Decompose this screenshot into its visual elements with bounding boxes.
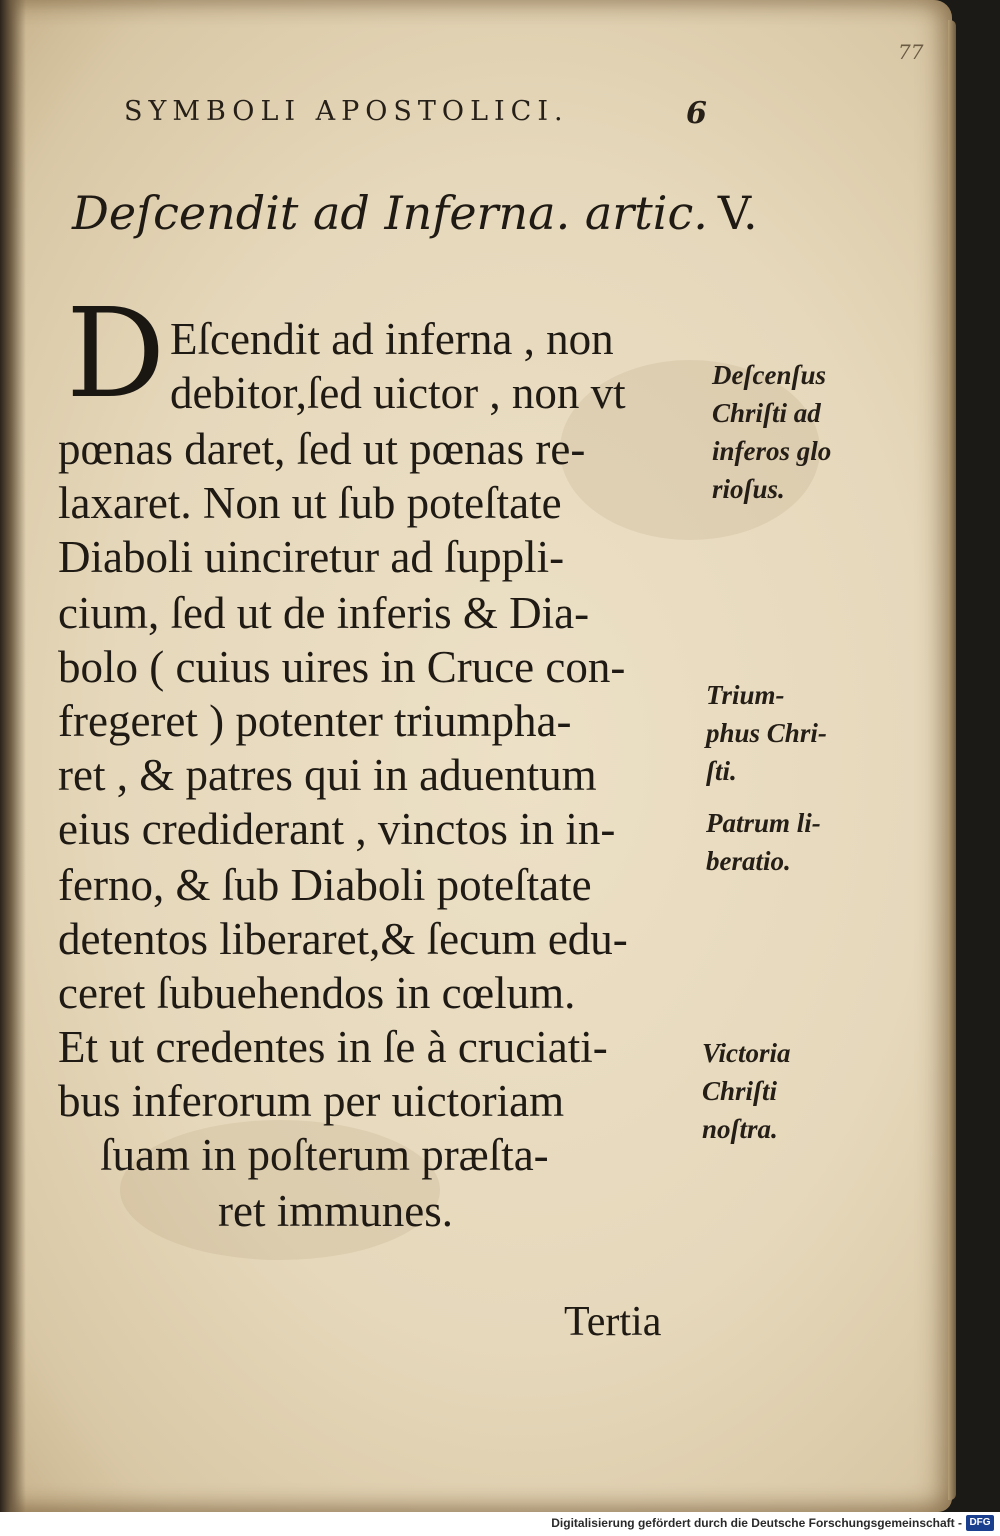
text-line: ſuam in poſterum præſta- [100, 1130, 549, 1180]
text-line: ceret ſubuehendos in cœlum. [58, 968, 576, 1018]
text-line: detentos liberaret,& ſecum edu- [58, 914, 628, 964]
text-line: ret , & patres qui in aduentum [58, 750, 597, 800]
heading-text: Deſcendit ad Inferna. artic. [72, 186, 708, 240]
marginal-note-line: Trium- [706, 680, 785, 710]
marginal-note-line: Chriſti ad [712, 398, 821, 428]
marginal-note-line: phus Chri- [706, 718, 827, 748]
drop-cap: D [66, 282, 166, 426]
marginal-note [712, 356, 831, 508]
text-line: debitor,ſed uictor , non vt [170, 368, 626, 418]
marginal-note-line: Patrum li- [706, 808, 821, 838]
digitization-credit: Digitalisierung gefördert durch die Deutsche Forschungsgemeinschaft - [551, 1516, 962, 1530]
text-line: ret immunes. [218, 1186, 453, 1236]
text-line: laxaret. Non ut ſub poteſtate [58, 478, 562, 528]
catchword: Tertia [564, 1299, 662, 1345]
text-line: cium, ſed ut de inferis & Dia- [58, 588, 590, 638]
corner-folio-mark: 77 [898, 40, 924, 64]
marginal-note-line: inferos glo [712, 436, 832, 466]
text-line: pœnas daret, ſed ut pœnas re- [58, 424, 586, 474]
marginal-note-line: beratio. [706, 846, 791, 876]
section-heading [72, 186, 758, 240]
text-line: bolo ( cuius uires in Cruce con- [58, 642, 626, 692]
text-line: Et ut credentes in ſe à cruciati- [58, 1022, 608, 1072]
marginal-note [706, 804, 821, 880]
page-number: 6 [686, 96, 707, 131]
marginal-note [706, 676, 827, 790]
marginal-note-line: ſti. [706, 756, 737, 786]
marginal-note-line: noſtra. [702, 1114, 778, 1144]
text-line: ferno, & ſub Diaboli poteſtate [58, 860, 592, 910]
heading-numeral: V. [717, 186, 758, 240]
marginal-note-line: rioſus. [712, 474, 785, 504]
marginal-note [702, 1034, 791, 1148]
page-edge [948, 20, 956, 1500]
text-line: fregeret ) potenter triumpha- [58, 696, 572, 746]
book-gutter [0, 0, 26, 1512]
text-line: eius crediderant , vinctos in in- [58, 804, 616, 854]
marginal-note-line: Deſcenſus [712, 360, 826, 390]
text-line: bus inferorum per uictoriam [58, 1076, 565, 1126]
marginal-note-line: Victoria [702, 1038, 791, 1068]
text-line: Diaboli uinciretur ad ſuppli- [58, 532, 565, 582]
text-line: Eſcendit ad inferna , non [170, 314, 614, 364]
running-head: SYMBOLI APOSTOLICI. [124, 96, 569, 127]
dfg-logo: DFG [966, 1515, 994, 1531]
marginal-note-line: Chriſti [702, 1076, 778, 1106]
